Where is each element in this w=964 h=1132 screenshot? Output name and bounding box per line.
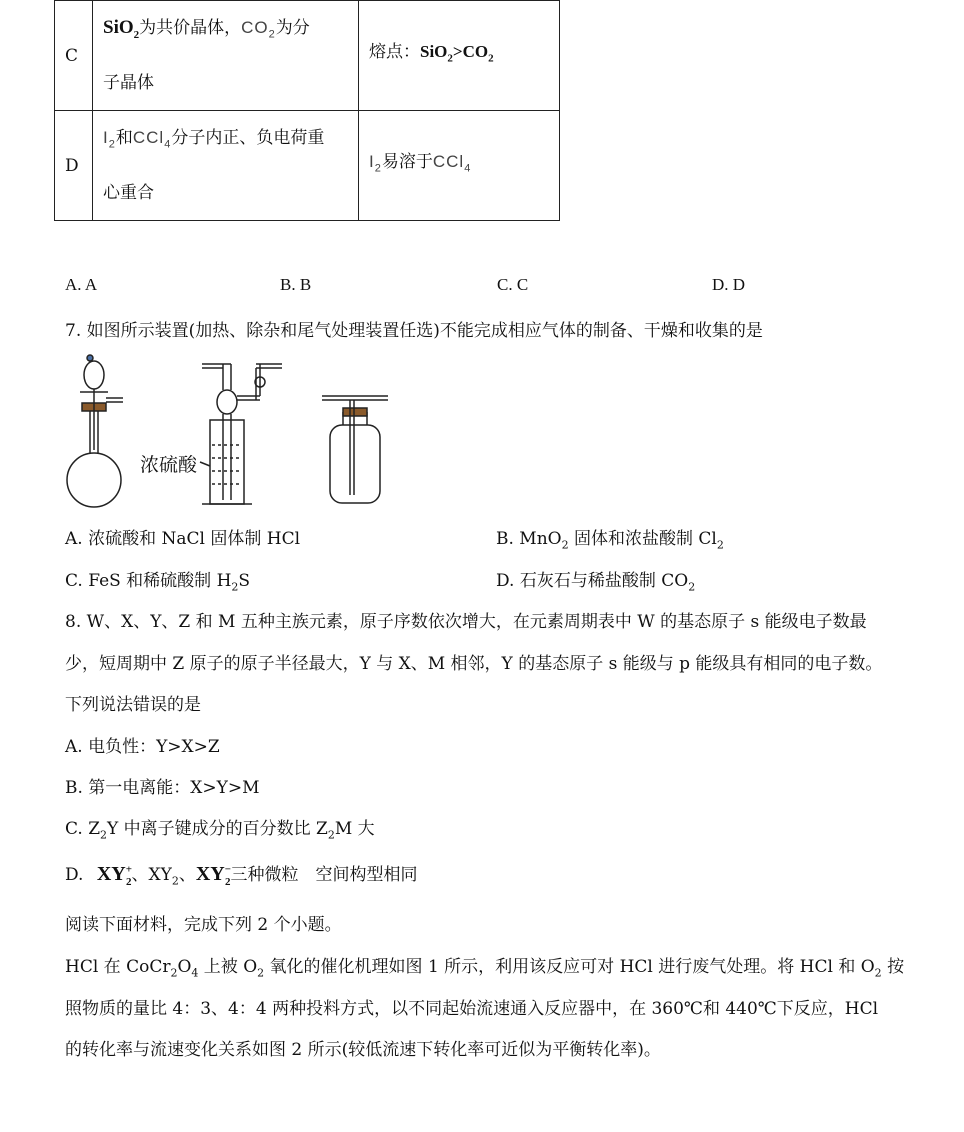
q8-option-b[interactable]: B. 第一电离能：X>Y>M bbox=[65, 778, 260, 798]
subscript: 2 bbox=[688, 580, 696, 594]
option-text: 固体和浓盐酸制 Cl bbox=[568, 529, 717, 549]
subscript: 2 bbox=[268, 28, 276, 41]
q7-option-c[interactable] bbox=[65, 566, 250, 593]
q7-option-b[interactable] bbox=[496, 524, 724, 551]
option-text: 三种微粒 空间构型相同 bbox=[230, 865, 418, 885]
q8-option-a[interactable]: A. 电负性：Y>X>Z bbox=[65, 737, 220, 757]
gas-washing-bottle bbox=[200, 364, 282, 504]
result-text: 易溶于 bbox=[381, 152, 433, 173]
formula-text: I bbox=[103, 128, 109, 148]
option-text: C. Z bbox=[65, 819, 101, 839]
row-statement bbox=[93, 111, 359, 221]
subscript: 2 bbox=[171, 874, 179, 888]
statement-continued: 子晶体 bbox=[103, 72, 154, 93]
subscript: 2 bbox=[100, 828, 108, 842]
q8-stem-line1: 8. W、X、Y、Z 和 M 五种主族元素，原子序数依次增大，在元素周期表中 W 的基态原子 s 能级电子数最 bbox=[65, 612, 867, 632]
row-result bbox=[359, 111, 560, 221]
option-text: 、XY bbox=[131, 865, 172, 885]
q6-option-c[interactable]: C. C bbox=[497, 275, 529, 294]
option-text: Y 中离子键成分的百分数比 Z bbox=[107, 819, 328, 839]
option-text: B. MnO bbox=[496, 529, 562, 549]
q7-option-d[interactable] bbox=[496, 566, 695, 593]
figure-label: 浓硫酸 bbox=[140, 454, 198, 476]
subscript: 2 bbox=[225, 876, 231, 888]
q7-stem: 7. 如图所示装置(加热、除杂和尾气处理装置任选)不能完成相应气体的制备、干燥和收集的是 bbox=[65, 321, 763, 341]
subscript: 2 bbox=[170, 966, 178, 980]
statement-continued: 心重合 bbox=[103, 182, 154, 203]
formula-text: >CO bbox=[452, 42, 489, 62]
statement-text: 为分 bbox=[275, 18, 310, 39]
formula-text: CCl bbox=[132, 128, 165, 148]
q8-stem-line2: 少，短周期中 Z 原子的原子半径最大，Y 与 X、M 相邻，Y 的基态原子 s 能级与 p 能级具有相同的电子数。 bbox=[65, 654, 883, 674]
reading-intro: 阅读下面材料，完成下列 2 个小题。 bbox=[65, 915, 342, 935]
row-letter: D bbox=[55, 111, 93, 221]
q8-option-c[interactable] bbox=[65, 814, 375, 841]
reading-para-line1 bbox=[65, 952, 904, 979]
subscript: 2 bbox=[561, 538, 569, 552]
row-result bbox=[359, 1, 560, 111]
para-text: 上被 O bbox=[198, 957, 258, 977]
collection-bottle bbox=[322, 396, 388, 503]
subscript: 2 bbox=[231, 580, 239, 594]
subscript: 2 bbox=[126, 876, 132, 888]
q6-option-d[interactable]: D. D bbox=[712, 275, 746, 294]
subscript: 4 bbox=[464, 162, 472, 175]
subscript: 2 bbox=[716, 538, 724, 552]
para-text: HCl 在 CoCr bbox=[65, 957, 171, 977]
superscript: − bbox=[224, 863, 232, 876]
superscript: + bbox=[125, 863, 133, 876]
subscript: 2 bbox=[488, 52, 494, 65]
subscript: 2 bbox=[257, 966, 265, 980]
subscript: 2 bbox=[108, 138, 116, 151]
reading-para-line2: 照物质的量比 4：3、4：4 两种投料方式，以不同起始流速通入反应器中，在 360℃和 440℃下反应，HCl bbox=[65, 999, 879, 1019]
subscript: 4 bbox=[164, 138, 172, 151]
para-text: 按 bbox=[881, 957, 905, 977]
option-text: D. 石灰石与稀盐酸制 CO bbox=[496, 571, 689, 591]
formula-text: SiO bbox=[420, 42, 448, 62]
subscript: 2 bbox=[327, 828, 335, 842]
q8-stem-line3: 下列说法错误的是 bbox=[65, 695, 201, 715]
result-text: 熔点： bbox=[369, 42, 420, 63]
para-text: O bbox=[177, 957, 192, 977]
subscript: 2 bbox=[374, 162, 382, 175]
formula-text: I bbox=[369, 152, 375, 172]
subscript: 2 bbox=[874, 966, 882, 980]
statement-text: 分子内正、负电荷重 bbox=[171, 128, 325, 149]
para-text: 氧化的催化机理如图 1 所示，利用该反应可对 HCl 进行废气处理。将 HCl 和 O bbox=[264, 957, 875, 977]
statement-text: 和 bbox=[115, 128, 133, 149]
apparatus-figure bbox=[60, 350, 390, 510]
row-statement bbox=[93, 1, 359, 111]
option-text: M 大 bbox=[334, 819, 375, 839]
formula-text: CO bbox=[241, 18, 269, 38]
subscript: 4 bbox=[191, 966, 199, 980]
option-text: S bbox=[238, 571, 251, 591]
row-letter: C bbox=[55, 1, 93, 111]
table-row bbox=[55, 111, 560, 221]
statement-text: 为共价晶体， bbox=[139, 18, 242, 39]
formula-text: SiO bbox=[103, 17, 134, 39]
round-bottom-flask bbox=[67, 355, 123, 507]
reading-para-line3: 的转化率与流速变化关系如图 2 所示(较低流速下转化率可近似为平衡转化率)。 bbox=[65, 1040, 661, 1060]
q6-option-a[interactable]: A. A bbox=[65, 275, 98, 294]
table-row bbox=[55, 1, 560, 111]
q6-option-b[interactable]: B. B bbox=[280, 275, 312, 294]
subscript: 2 bbox=[447, 52, 453, 65]
option-text: C. FeS 和稀硫酸制 H bbox=[65, 571, 232, 591]
option-text: 、 bbox=[178, 865, 196, 885]
answer-table bbox=[54, 0, 560, 221]
formula-text: CCl bbox=[432, 152, 465, 172]
q8-option-d[interactable] bbox=[65, 860, 418, 888]
formula-text: XY bbox=[96, 863, 126, 885]
option-text: D. bbox=[65, 865, 84, 885]
subscript: 2 bbox=[133, 28, 140, 41]
formula-text: XY bbox=[195, 863, 225, 885]
q7-option-a[interactable]: A. 浓硫酸和 NaCl 固体制 HCl bbox=[65, 529, 301, 549]
